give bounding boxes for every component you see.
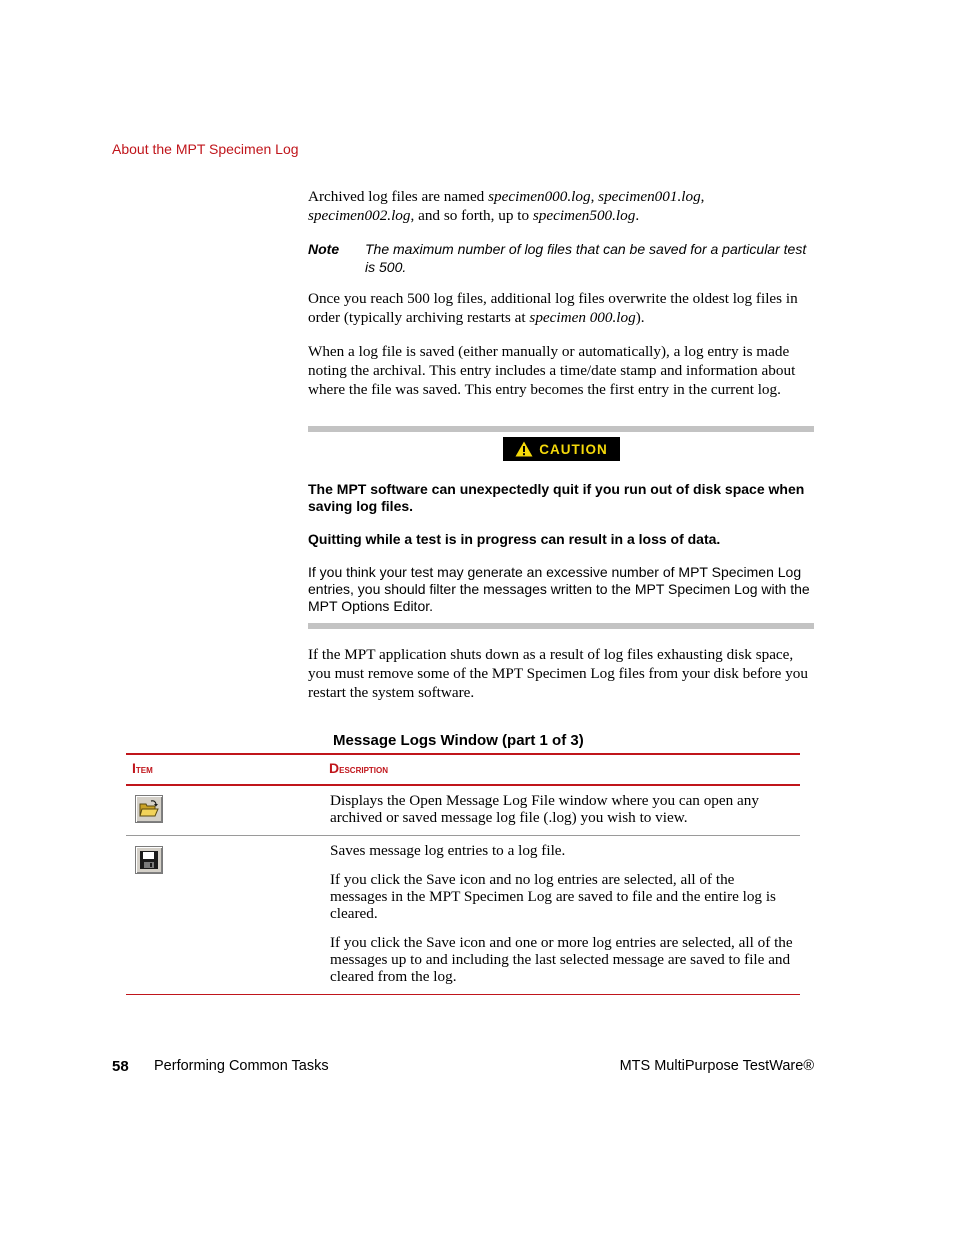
text-run: , <box>590 188 599 205</box>
open-folder-icon <box>139 799 159 819</box>
header-initial: I <box>132 760 136 776</box>
text-run: ). <box>635 309 645 326</box>
paragraph-archived-names <box>308 187 814 225</box>
table-caption: Message Logs Window (part 1 of 3) <box>333 732 584 749</box>
text-run: Archived log files are named <box>308 188 489 205</box>
caution-badge <box>503 437 620 461</box>
filename: specimen001.log <box>598 188 701 205</box>
header-rest: escription <box>339 762 389 776</box>
caution-line-3: If you think your test may generate an excessive number of MPT Specimen Log entries, you should filter the messages written to the MPT Specimen Log with the MPT Options Editor. <box>308 564 810 614</box>
caution-top-rule <box>308 426 814 432</box>
text-run: , <box>700 188 705 205</box>
table-header-rule <box>126 784 800 786</box>
filename: specimen500.log <box>532 207 636 224</box>
caution-line-1: The MPT software can unexpectedly quit if you run out of disk space when saving log files. <box>308 481 805 514</box>
column-header-description <box>329 760 388 776</box>
text-run: Once you reach 500 log files, additional log files overwrite the oldest log files in order (typically archiving restarts at <box>308 290 798 326</box>
row-2-description-1: Saves message log entries to a log file. <box>330 842 566 859</box>
warning-triangle-icon <box>515 441 533 457</box>
paragraph-overwrite <box>308 289 814 327</box>
paragraph-shutdown: If the MPT application shuts down as a result of log files exhausting disk space, you must remove some of the MPT Specimen Log files from your disk before you restart the system software. <box>308 646 808 701</box>
caution-bottom-rule <box>308 623 814 629</box>
caution-label: CAUTION <box>539 441 608 457</box>
header-rest: tem <box>135 762 153 776</box>
table-bottom-rule <box>126 994 800 995</box>
note-text: The maximum number of log files that can be saved for a particular test is 500. <box>365 241 807 275</box>
filename: specimen002.log <box>308 207 411 224</box>
paragraph-log-entry: When a log file is saved (either manually or automatically), a log entry is made noting the archival. This entry includes a time/date stamp and information about where the file was saved. This entry becomes the first entry in the current log. <box>308 343 796 398</box>
header-initial: D <box>329 760 340 776</box>
footer-chapter: Performing Common Tasks <box>154 1058 329 1074</box>
caution-line-2: Quitting while a test is in progress can result in a loss of data. <box>308 531 721 547</box>
text-run: , and so forth, up to <box>410 207 533 224</box>
filename: specimen000.log <box>488 188 591 205</box>
column-header-item <box>132 760 153 776</box>
save-log-button[interactable] <box>135 846 163 874</box>
table-top-rule <box>126 753 800 755</box>
table-row-divider <box>126 835 800 836</box>
row-2-description-2: If you click the Save icon and no log entries are selected, all of the messages in the MPT Specimen Log are saved to file and the entire log is cleared. <box>330 871 776 922</box>
page-number: 58 <box>112 1058 129 1075</box>
footer-product: MTS MultiPurpose TestWare® <box>619 1058 814 1074</box>
section-header-link[interactable]: About the MPT Specimen Log <box>112 141 299 157</box>
text-run: . <box>635 207 640 224</box>
row-2-description-3: If you click the Save icon and one or more log entries are selected, all of the messages up to and including the last selected message are saved to file and cleared from the log. <box>330 934 793 985</box>
save-disk-icon <box>139 850 159 870</box>
filename: specimen 000.log <box>529 309 636 326</box>
open-log-button[interactable] <box>135 795 163 823</box>
row-1-description: Displays the Open Message Log File window where you can open any archived or saved message log file (.log) you wish to view. <box>330 792 759 826</box>
note-label: Note <box>308 241 340 257</box>
